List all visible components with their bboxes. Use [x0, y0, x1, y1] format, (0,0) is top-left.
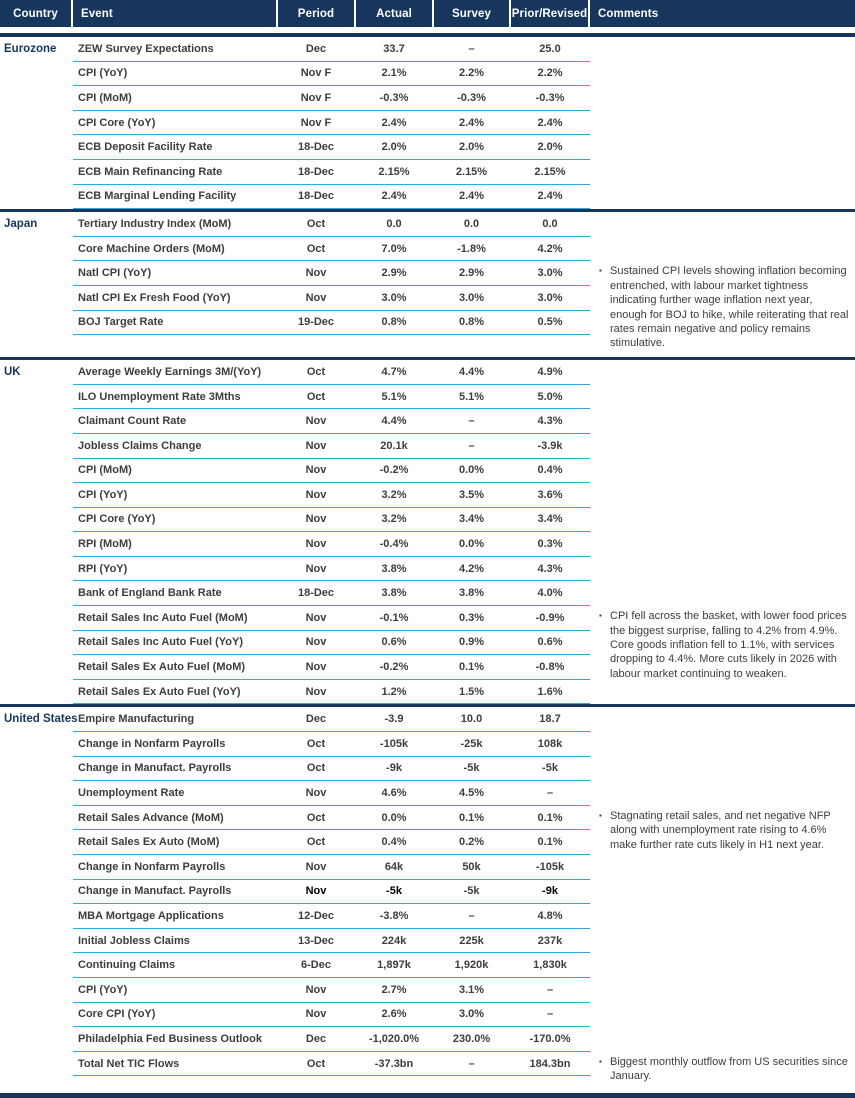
period-cell: Nov [305, 636, 327, 649]
survey-cell: 5.1% [458, 390, 485, 403]
period-cell: Nov [305, 267, 327, 280]
survey-cell: -1.8% [457, 242, 486, 255]
actual-cell: 1,897k [377, 959, 411, 972]
prior-cell: 2.4% [537, 116, 563, 129]
comment-block [599, 809, 851, 852]
period-cell: Nov [305, 983, 327, 996]
prior-cell: 5.0% [537, 390, 563, 403]
header-survey: Survey [434, 0, 511, 27]
table-row [73, 261, 590, 286]
table-row [73, 830, 590, 855]
table-row [73, 606, 590, 631]
table-row [73, 855, 590, 880]
survey-cell: – [468, 1057, 475, 1070]
actual-cell: 4.6% [381, 787, 407, 800]
event-cell: Natl CPI Ex Fresh Food (YoY) [78, 291, 231, 304]
survey-cell: -25k [460, 737, 483, 750]
table-row [73, 212, 590, 237]
survey-cell: 50k [462, 860, 481, 873]
event-cell: CPI (YoY) [78, 488, 128, 501]
table-row [73, 655, 590, 680]
period-cell: 13-Dec [297, 934, 335, 947]
period-cell: Oct [306, 365, 326, 378]
survey-cell: 10.0 [460, 713, 483, 726]
section-united-states [0, 707, 855, 1092]
survey-cell: 225k [459, 934, 484, 947]
actual-cell: -0.2% [379, 464, 409, 477]
actual-cell: 20.1k [380, 439, 408, 452]
event-cell: BOJ Target Rate [78, 316, 164, 329]
survey-cell: -0.3% [457, 91, 486, 104]
header-country: Country [0, 0, 73, 27]
table-row [73, 732, 590, 757]
period-cell: Nov [305, 291, 327, 304]
period-cell: 19-Dec [297, 316, 335, 329]
actual-cell: -9k [386, 762, 402, 775]
prior-cell: -9k [542, 885, 558, 898]
actual-cell: 0.0% [381, 811, 407, 824]
survey-cell: 1,920k [454, 959, 489, 972]
table-row [73, 781, 590, 806]
prior-cell: 184.3bn [529, 1057, 571, 1070]
period-cell: 12-Dec [297, 909, 335, 922]
survey-cell: 2.4% [458, 116, 485, 129]
section-eurozone [0, 37, 855, 209]
event-cell: Jobless Claims Change [78, 439, 202, 452]
event-cell: Core CPI (YoY) [78, 1008, 156, 1021]
event-cell: ILO Unemployment Rate 3Mths [78, 390, 241, 403]
actual-cell: 5.1% [381, 390, 407, 403]
survey-cell: 3.5% [458, 488, 485, 501]
table-row [73, 311, 590, 336]
event-cell: CPI (YoY) [78, 983, 128, 996]
period-cell: Oct [306, 390, 326, 403]
period-cell: Oct [306, 762, 326, 775]
period-cell: Dec [305, 713, 327, 726]
prior-cell: 0.1% [537, 836, 563, 849]
table-row [73, 185, 590, 210]
event-cell: CPI (YoY) [78, 67, 128, 80]
section-comments [590, 212, 855, 357]
table-row [73, 135, 590, 160]
prior-cell: 2.2% [537, 67, 563, 80]
survey-cell: – [468, 415, 475, 428]
event-cell: Retail Sales Ex Auto (MoM) [78, 836, 220, 849]
period-cell: 6-Dec [301, 959, 331, 972]
comment-block [599, 609, 851, 681]
actual-cell: -0.3% [379, 91, 409, 104]
table-row [73, 532, 590, 557]
table-row [73, 806, 590, 831]
event-cell: Initial Jobless Claims [78, 934, 190, 947]
survey-cell: 0.8% [458, 316, 485, 329]
actual-cell: 2.4% [381, 190, 407, 203]
survey-cell: 2.9% [458, 267, 485, 280]
survey-cell: 2.2% [458, 67, 485, 80]
section-uk [0, 360, 855, 704]
period-cell: Nov F [300, 91, 332, 104]
prior-cell: – [546, 787, 554, 800]
event-cell: ZEW Survey Expectations [78, 42, 214, 55]
table-row [73, 483, 590, 508]
table-row [73, 631, 590, 656]
actual-cell: -105k [379, 737, 409, 750]
event-cell: Change in Manufact. Payrolls [78, 762, 232, 775]
prior-cell: 4.3% [537, 562, 563, 575]
period-cell: Nov F [300, 67, 332, 80]
period-cell: Dec [305, 1032, 327, 1045]
prior-cell: 0.6% [537, 636, 563, 649]
survey-cell: 0.1% [458, 811, 485, 824]
table-header [0, 0, 855, 27]
actual-cell: -3.9 [384, 713, 404, 726]
comment-text: Sustained CPI levels showing inflation becoming entrenched, with labour market tightness indicating further wage inflation next year, enough for BOJ to hike, while reiterating that real rates remain negative and policy remains stimulative. [610, 265, 849, 350]
survey-cell: 0.1% [458, 661, 485, 674]
survey-cell: 3.4% [458, 513, 485, 526]
survey-cell: 0.3% [458, 611, 485, 624]
period-cell: Nov F [300, 116, 332, 129]
event-cell: CPI Core (YoY) [78, 116, 156, 129]
actual-cell: -0.1% [379, 611, 409, 624]
event-cell: ECB Main Refinancing Rate [78, 165, 223, 178]
prior-cell: 2.4% [537, 190, 563, 203]
event-cell: Tertiary Industry Index (MoM) [78, 217, 232, 230]
survey-cell: 0.2% [458, 836, 485, 849]
event-cell: Unemployment Rate [78, 787, 185, 800]
survey-cell: 4.5% [458, 787, 485, 800]
actual-cell: 2.4% [381, 116, 407, 129]
table-row [73, 904, 590, 929]
header-actual: Actual [356, 0, 434, 27]
prior-cell: 3.6% [537, 488, 563, 501]
survey-cell: 1.5% [458, 685, 485, 698]
period-cell: Nov [305, 1008, 327, 1021]
prior-cell: -0.3% [535, 91, 565, 104]
country-label: Eurozone [4, 43, 57, 55]
prior-cell: 3.0% [537, 267, 563, 280]
period-cell: Oct [306, 811, 326, 824]
actual-cell: -0.4% [379, 538, 409, 551]
survey-cell: 2.0% [458, 141, 485, 154]
event-cell: Retail Sales Ex Auto Fuel (YoY) [78, 685, 241, 698]
event-cell: Continuing Claims [78, 959, 176, 972]
table-row [73, 1003, 590, 1028]
actual-cell: 0.0 [386, 217, 402, 230]
actual-cell: 3.8% [381, 587, 407, 600]
actual-cell: 2.15% [378, 165, 410, 178]
actual-cell: 3.2% [381, 513, 407, 526]
table-row [73, 459, 590, 484]
actual-cell: 64k [384, 860, 404, 873]
actual-cell: 2.7% [381, 983, 407, 996]
event-cell: Total Net TIC Flows [78, 1057, 180, 1070]
section-rows [73, 707, 590, 1092]
prior-cell: 3.4% [537, 513, 563, 526]
actual-cell: 4.4% [381, 415, 407, 428]
period-cell: Nov [305, 415, 327, 428]
section-rows [73, 360, 590, 704]
table-row [73, 929, 590, 954]
table-row [73, 880, 590, 905]
table-row [73, 508, 590, 533]
prior-cell: 2.15% [534, 165, 566, 178]
actual-cell: 7.0% [381, 242, 407, 255]
comment-bullet: ▪ [599, 1056, 602, 1066]
country-label: Japan [4, 218, 38, 231]
prior-cell: 237k [537, 934, 563, 947]
section-rows [73, 37, 590, 209]
comment-block [599, 264, 851, 350]
prior-cell: 3.0% [537, 291, 563, 304]
section-comments [590, 37, 855, 209]
period-cell: Nov [305, 464, 327, 477]
event-cell: Core Machine Orders (MoM) [78, 242, 225, 255]
prior-cell: -0.8% [535, 661, 565, 674]
survey-cell: 3.0% [458, 291, 485, 304]
actual-cell: 33.7 [383, 42, 405, 55]
event-cell: Claimant Count Rate [78, 415, 187, 428]
event-cell: Retail Sales Ex Auto Fuel (MoM) [78, 661, 246, 674]
table-row [73, 360, 590, 385]
event-cell: RPI (MoM) [78, 538, 132, 551]
table-row [73, 385, 590, 410]
section-japan [0, 212, 855, 357]
actual-cell: 3.8% [381, 562, 407, 575]
event-cell: ECB Marginal Lending Facility [78, 190, 237, 203]
period-cell: Nov [305, 439, 327, 452]
event-cell: Philadelphia Fed Business Outlook [78, 1032, 262, 1045]
period-cell: 18-Dec [297, 165, 335, 178]
period-cell: Nov [305, 538, 327, 551]
comment-text: Stagnating retail sales, and net negative NFP along with unemployment rate rising to 4.6% make further rate cuts likely in H1 next year. [610, 809, 831, 851]
table-row [73, 978, 590, 1003]
actual-cell: 2.6% [381, 1008, 407, 1021]
event-cell: Average Weekly Earnings 3M/(YoY) [78, 365, 262, 378]
section-spacer [73, 335, 590, 357]
table-row [73, 160, 590, 185]
prior-cell: 0.3% [537, 538, 563, 551]
prior-cell: 4.3% [537, 415, 563, 428]
survey-cell: 2.15% [455, 165, 488, 178]
prior-cell: 1.6% [537, 685, 563, 698]
actual-cell: -1,020.0% [368, 1032, 420, 1045]
period-cell: 18-Dec [297, 190, 335, 203]
actual-cell: -37.3bn [374, 1057, 414, 1070]
prior-cell: 0.5% [537, 316, 563, 329]
survey-cell: – [468, 909, 475, 922]
event-cell: Change in Nonfarm Payrolls [78, 737, 226, 750]
prior-cell: 1,830k [533, 959, 567, 972]
period-cell: Nov [305, 611, 327, 624]
section-rows [73, 212, 590, 357]
survey-cell: 3.1% [458, 983, 485, 996]
prior-cell: -0.9% [535, 611, 565, 624]
event-cell: CPI Core (YoY) [78, 513, 156, 526]
prior-cell: 4.8% [537, 909, 563, 922]
event-cell: Retail Sales Inc Auto Fuel (MoM) [78, 611, 248, 624]
survey-cell: 3.8% [458, 587, 485, 600]
prior-cell: – [546, 1008, 554, 1021]
actual-cell: -0.2% [379, 661, 409, 674]
survey-cell: -5k [463, 762, 480, 775]
actual-cell: -3.8% [379, 909, 409, 922]
event-cell: Bank of England Bank Rate [78, 587, 222, 600]
survey-cell: – [468, 439, 475, 452]
survey-cell: 0.0 [463, 217, 480, 230]
event-cell: CPI (MoM) [78, 91, 132, 104]
actual-cell: 0.8% [381, 316, 407, 329]
header-event: Event [73, 0, 278, 27]
survey-cell: 0.0% [458, 538, 485, 551]
event-cell: ECB Deposit Facility Rate [78, 141, 213, 154]
prior-cell: 2.0% [537, 141, 563, 154]
period-cell: Oct [306, 1057, 326, 1070]
actual-cell: 2.9% [381, 267, 407, 280]
period-cell: Nov [305, 661, 327, 674]
table-row [73, 111, 590, 136]
header-prior-revised: Prior/Revised [511, 0, 590, 27]
prior-cell: 108k [537, 737, 563, 750]
actual-cell: 0.4% [381, 836, 407, 849]
period-cell: Nov [305, 685, 327, 698]
table-row [73, 286, 590, 311]
prior-cell: -105k [535, 860, 565, 873]
actual-cell: 0.6% [381, 636, 407, 649]
actual-cell: 2.1% [381, 67, 407, 80]
period-cell: Nov [305, 562, 327, 575]
survey-cell: 0.9% [458, 636, 485, 649]
table-row [73, 434, 590, 459]
period-cell: Dec [305, 42, 327, 55]
prior-cell: 0.1% [537, 811, 563, 824]
period-cell: Oct [306, 836, 326, 849]
table-row [73, 62, 590, 87]
survey-cell: -5k [463, 885, 480, 898]
comment-block [599, 1055, 851, 1084]
table-row [73, 1052, 590, 1077]
period-cell: 18-Dec [297, 141, 335, 154]
actual-cell: 1.2% [381, 685, 407, 698]
survey-cell: 230.0% [452, 1032, 491, 1045]
actual-cell: 3.2% [381, 488, 407, 501]
event-cell: Change in Nonfarm Payrolls [78, 860, 226, 873]
comment-bullet: ▪ [599, 810, 602, 820]
table-row [73, 953, 590, 978]
prior-cell: 18.7 [539, 713, 561, 726]
event-cell: Retail Sales Inc Auto Fuel (YoY) [78, 636, 244, 649]
comment-bullet: ▪ [599, 266, 602, 276]
actual-cell: 4.7% [381, 365, 407, 378]
header-period: Period [278, 0, 356, 27]
period-cell: Nov [305, 787, 327, 800]
table-row [73, 37, 590, 62]
prior-cell: -5k [542, 762, 558, 775]
prior-cell: 4.0% [537, 587, 563, 600]
event-cell: Retail Sales Advance (MoM) [78, 811, 224, 824]
survey-cell: 4.2% [458, 562, 485, 575]
event-cell: Natl CPI (YoY) [78, 267, 152, 280]
country-label: United States [4, 713, 78, 726]
prior-cell: 25.0 [539, 42, 561, 55]
bottom-rule [0, 1093, 855, 1098]
period-cell: Nov [305, 488, 327, 501]
prior-cell: 4.2% [537, 242, 563, 255]
period-cell: Oct [306, 217, 326, 230]
table-row [73, 757, 590, 782]
survey-cell: 2.4% [458, 190, 485, 203]
table-row [73, 1027, 590, 1052]
table-row [73, 707, 590, 732]
table-body [0, 37, 855, 1092]
event-cell: CPI (MoM) [78, 464, 132, 477]
prior-cell: -3.9k [537, 439, 563, 452]
prior-cell: 4.9% [537, 365, 563, 378]
event-cell: RPI (YoY) [78, 562, 128, 575]
country-label: UK [4, 366, 21, 379]
actual-cell: -5k [386, 885, 402, 898]
survey-cell: – [468, 42, 475, 55]
prior-cell: 0.4% [537, 464, 563, 477]
period-cell: Oct [306, 242, 326, 255]
comment-bullet: ▪ [599, 611, 602, 621]
event-cell: MBA Mortgage Applications [78, 909, 224, 922]
survey-cell: 0.0% [458, 464, 485, 477]
prior-cell: – [546, 983, 554, 996]
table-row [73, 86, 590, 111]
prior-cell: -170.0% [529, 1032, 571, 1045]
event-cell: Change in Manufact. Payrolls [78, 885, 232, 898]
header-comments: Comments [598, 7, 659, 20]
period-cell: Oct [306, 737, 326, 750]
table-row [73, 557, 590, 582]
period-cell: Nov [305, 885, 327, 898]
actual-cell: 3.0% [381, 291, 407, 304]
section-spacer [73, 1076, 590, 1092]
table-row [73, 680, 590, 705]
table-row [73, 409, 590, 434]
table-row [73, 581, 590, 606]
actual-cell: 224k [381, 934, 407, 947]
survey-cell: 3.0% [458, 1008, 485, 1021]
period-cell: Nov [305, 513, 327, 526]
section-comments [590, 707, 855, 1092]
prior-cell: 0.0 [542, 217, 558, 230]
actual-cell: 2.0% [381, 141, 407, 154]
table-row [73, 237, 590, 262]
event-cell: Empire Manufacturing [78, 713, 195, 726]
survey-cell: 4.4% [458, 365, 485, 378]
section-comments [590, 360, 855, 704]
comment-text: Biggest monthly outflow from US securities since January. [610, 1055, 848, 1083]
period-cell: Nov [305, 860, 327, 873]
period-cell: 18-Dec [297, 587, 335, 600]
comment-text: CPI fell across the basket, with lower food prices the biggest surprise, falling to 4.2% from 4.9%. Core goods inflation fell to 1.1%, with services dropping to 4.4%. More cuts likely in 2026 with labour market continuing to weaken. [610, 610, 847, 680]
